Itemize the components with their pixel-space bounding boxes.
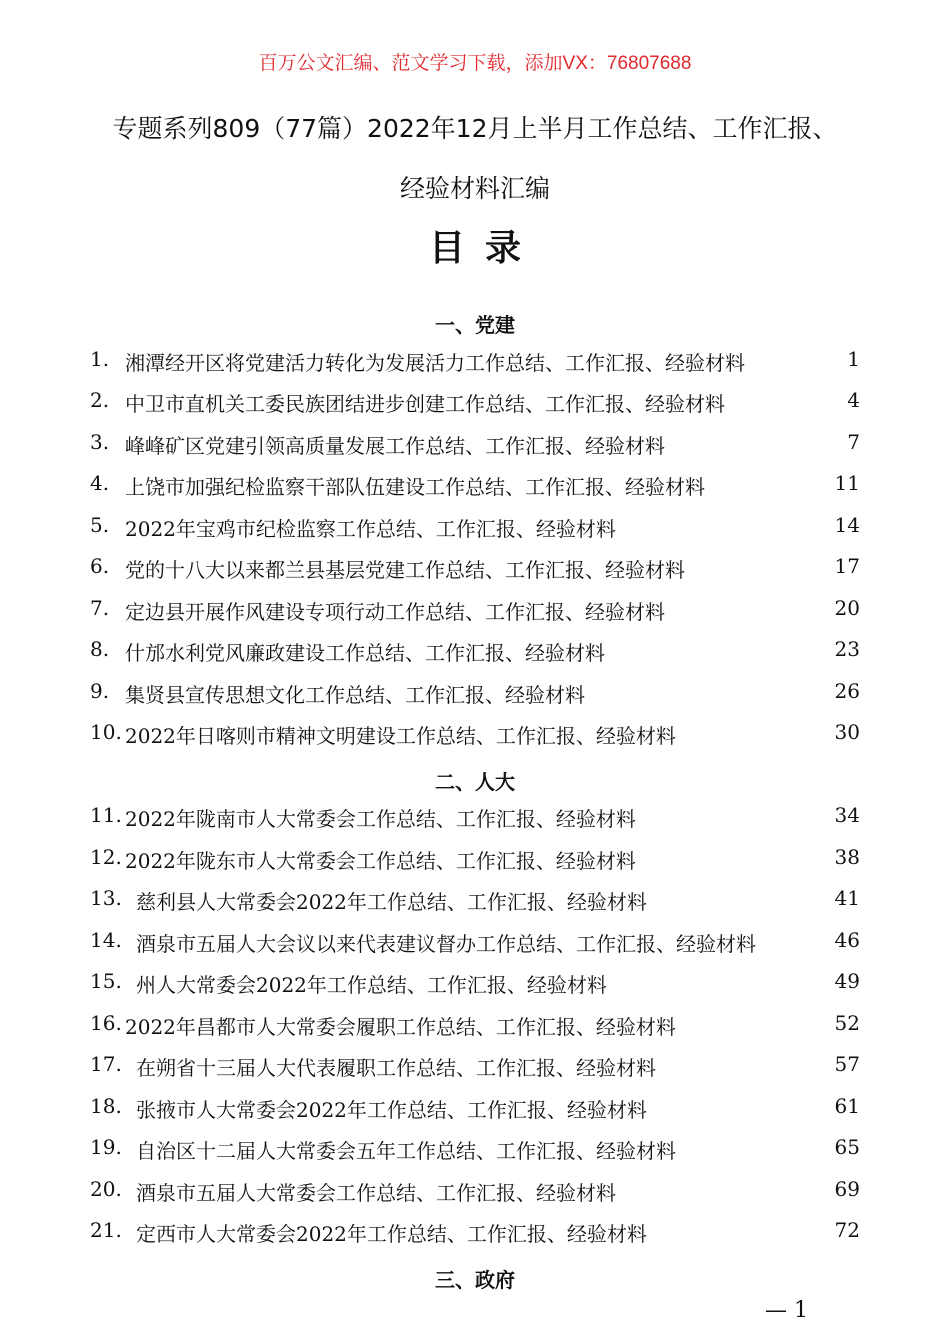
toc-entry[interactable] — [90, 845, 860, 887]
toc-entry-number: 20. — [90, 1176, 122, 1201]
toc-entry[interactable] — [90, 513, 860, 555]
toc-entry-title: 2022年昌都市人大常委会履职工作总结、工作汇报、经验材料 — [125, 1014, 676, 1039]
toc-entry-page: 11 — [834, 471, 860, 495]
toc-entry-title: 自治区十二届人大常委会五年工作总结、工作汇报、经验材料 — [136, 1139, 676, 1163]
toc-heading: 目录 — [428, 228, 541, 269]
toc-entry-number: 6. — [90, 554, 110, 578]
watermark-banner: 百万公文汇编、范文学习下载，添加VX：76807688 — [258, 53, 692, 74]
toc-entry-title: 集贤县宣传思想文化工作总结、工作汇报、经验材料 — [125, 682, 585, 707]
page-number: — 1 — [765, 1298, 808, 1323]
toc-entry[interactable] — [90, 347, 860, 389]
toc-entry-number: 16. — [90, 1010, 122, 1035]
table-of-contents — [90, 305, 860, 1301]
toc-section-heading: 一、党建 — [435, 313, 515, 337]
toc-entry-number: 1. — [90, 346, 110, 371]
toc-entry-number: 7. — [90, 595, 110, 620]
toc-entry-number: 5. — [90, 512, 110, 537]
toc-section-heading: 二、人大 — [435, 769, 515, 794]
toc-entry-title: 在朔省十三届人大代表履职工作总结、工作汇报、经验材料 — [136, 1056, 656, 1080]
toc-entry-page: 20 — [834, 595, 860, 620]
toc-entry-title: 张掖市人大常委会2022年工作总结、工作汇报、经验材料 — [136, 1097, 647, 1122]
toc-entry-page: 30 — [834, 720, 860, 744]
toc-entry-page: 61 — [834, 1093, 860, 1118]
toc-entry-page: 1 — [847, 346, 860, 371]
toc-entry-number: 11. — [90, 803, 122, 827]
toc-entry-number: 2. — [90, 388, 110, 412]
toc-section-heading: 三、政府 — [435, 1267, 515, 1292]
toc-entry-page: 72 — [834, 1218, 860, 1242]
toc-entry-page: 46 — [834, 927, 860, 952]
toc-entry-title: 定西市人大常委会2022年工作总结、工作汇报、经验材料 — [136, 1222, 647, 1246]
toc-entry[interactable] — [90, 1177, 860, 1219]
toc-entry-number: 12. — [90, 844, 122, 869]
toc-entry-number: 18. — [90, 1093, 122, 1118]
toc-entry-title: 峰峰矿区党建引领高质量发展工作总结、工作汇报、经验材料 — [125, 433, 665, 458]
toc-entry-page: 17 — [834, 554, 860, 578]
toc-entry-number: 10. — [90, 720, 122, 744]
toc-entry[interactable] — [90, 1218, 860, 1260]
toc-entry-number: 15. — [90, 969, 122, 993]
toc-entry-page: 23 — [834, 637, 860, 661]
document-title-line-1: 专题系列809（77篇）2022年12月上半月工作总结、工作汇报、 — [112, 114, 838, 143]
toc-entry-number: 8. — [90, 637, 110, 661]
toc-entry-page: 4 — [847, 388, 860, 412]
toc-entry-page: 34 — [834, 803, 860, 827]
toc-entry[interactable] — [90, 803, 860, 845]
toc-entry[interactable] — [90, 679, 860, 721]
toc-entry-title: 党的十八大以来都兰县基层党建工作总结、工作汇报、经验材料 — [125, 558, 685, 582]
toc-entry-page: 65 — [834, 1135, 860, 1159]
toc-entry-page: 38 — [834, 844, 860, 869]
toc-entry[interactable] — [90, 471, 860, 513]
toc-entry[interactable] — [90, 720, 860, 762]
toc-entry-number: 3. — [90, 429, 110, 454]
toc-entry[interactable] — [90, 637, 860, 679]
toc-entry-title: 上饶市加强纪检监察干部队伍建设工作总结、工作汇报、经验材料 — [125, 475, 705, 499]
toc-entry-page: 49 — [834, 969, 860, 993]
toc-entry-title: 2022年日喀则市精神文明建设工作总结、工作汇报、经验材料 — [125, 724, 676, 748]
toc-entry-title: 湘潭经开区将党建活力转化为发展活力工作总结、工作汇报、经验材料 — [125, 350, 745, 375]
toc-entry-title: 酒泉市五届人大常委会工作总结、工作汇报、经验材料 — [136, 1180, 616, 1205]
toc-entry-number: 9. — [90, 678, 110, 703]
toc-entry-number: 17. — [90, 1052, 122, 1076]
toc-entry-title: 中卫市直机关工委民族团结进步创建工作总结、工作汇报、经验材料 — [125, 392, 725, 416]
toc-entry[interactable] — [90, 886, 860, 928]
toc-entry-page: 41 — [834, 886, 860, 910]
toc-entry-page: 26 — [834, 678, 860, 703]
toc-entry[interactable] — [90, 388, 860, 430]
toc-entry-title: 2022年陇南市人大常委会工作总结、工作汇报、经验材料 — [125, 807, 636, 831]
toc-entry-page: 14 — [834, 512, 860, 537]
toc-entry-title: 酒泉市五届人大会议以来代表建议督办工作总结、工作汇报、经验材料 — [136, 931, 756, 956]
toc-entry-number: 4. — [90, 471, 110, 495]
toc-entry-page: 52 — [834, 1010, 860, 1035]
toc-entry-number: 14. — [90, 927, 122, 952]
toc-entry-title: 州人大常委会2022年工作总结、工作汇报、经验材料 — [136, 973, 607, 997]
toc-entry[interactable] — [90, 1011, 860, 1053]
toc-entry[interactable] — [90, 969, 860, 1011]
toc-entry-page: 69 — [834, 1176, 860, 1201]
toc-entry-title: 2022年陇东市人大常委会工作总结、工作汇报、经验材料 — [125, 848, 636, 873]
toc-entry-page: 7 — [847, 429, 860, 454]
toc-entry-title: 定边县开展作风建设专项行动工作总结、工作汇报、经验材料 — [125, 599, 665, 624]
toc-entry[interactable] — [90, 430, 860, 472]
toc-entry[interactable] — [90, 1135, 860, 1177]
toc-entry[interactable] — [90, 1094, 860, 1136]
document-title-line-2: 经验材料汇编 — [399, 174, 550, 203]
toc-entry[interactable] — [90, 1052, 860, 1094]
toc-entry-title: 什邡水利党风廉政建设工作总结、工作汇报、经验材料 — [125, 641, 605, 665]
toc-entry-number: 21. — [90, 1218, 122, 1242]
toc-entry[interactable] — [90, 928, 860, 970]
toc-entry-title: 2022年宝鸡市纪检监察工作总结、工作汇报、经验材料 — [125, 516, 616, 541]
toc-entry-number: 13. — [90, 886, 122, 910]
toc-entry-page: 57 — [834, 1052, 860, 1076]
toc-entry-number: 19. — [90, 1135, 122, 1159]
toc-entry[interactable] — [90, 554, 860, 596]
toc-entry[interactable] — [90, 596, 860, 638]
toc-entry-title: 慈利县人大常委会2022年工作总结、工作汇报、经验材料 — [136, 890, 647, 914]
